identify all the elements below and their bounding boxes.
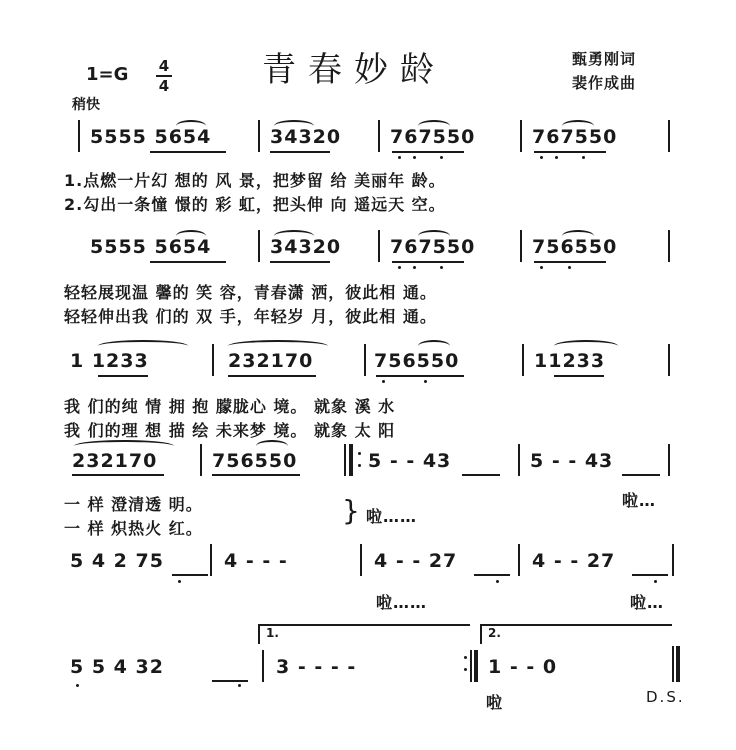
repeat-dot <box>358 464 361 467</box>
row5-la-2: 啦… <box>630 593 665 612</box>
octave-dot <box>238 684 241 687</box>
time-signature-top: 4 <box>158 57 170 75</box>
octave-dot <box>76 684 79 687</box>
row4-la-2: 啦… <box>622 491 657 510</box>
row1-lyric-verse2: 2.勾出一条憧 憬的 彩 虹，把头伸 向 遥远天 空。 <box>64 195 446 214</box>
volta-bracket-1 <box>258 624 470 644</box>
octave-dot <box>582 156 585 159</box>
repeat-start-barline <box>349 444 353 476</box>
ds-marking: D.S. <box>646 688 685 706</box>
row2-lyric-verse2: 轻轻伸出我 们的 双 手，年轻岁 月，彼此相 通。 <box>64 307 437 326</box>
row2-measure1: 5555 5654 <box>90 236 212 258</box>
volta-bracket-2 <box>480 624 672 644</box>
row1-measure1: 5555 5654 <box>90 126 212 148</box>
row1-measure2: 34320 <box>270 126 342 148</box>
row2-measure2: 34320 <box>270 236 342 258</box>
barline <box>262 650 264 682</box>
repeat-dot <box>358 452 361 455</box>
barline <box>378 120 380 152</box>
final-barline <box>672 646 674 682</box>
underline <box>228 375 316 377</box>
barline <box>668 120 670 152</box>
row4-lyric-verse1: 一 样 澄清透 明。 <box>64 495 203 514</box>
row4-la-1: 啦…… <box>366 507 418 526</box>
barline <box>668 230 670 262</box>
row5-measure3: 4 - - 27 <box>374 550 458 572</box>
barline <box>672 544 674 576</box>
row4-lyric-verse2: 一 样 炽热火 红。 <box>64 519 203 538</box>
underline <box>150 151 226 153</box>
row6-measure1: 5 5 4 32 <box>70 656 164 678</box>
barline <box>378 230 380 262</box>
slur <box>562 230 594 242</box>
slur <box>554 340 618 352</box>
underline <box>72 474 164 476</box>
barline <box>212 344 214 376</box>
repeat-end-barline <box>470 650 472 682</box>
barline <box>522 344 524 376</box>
slur <box>418 230 450 242</box>
brace: } <box>342 494 361 527</box>
underline <box>270 151 330 153</box>
barline <box>364 344 366 376</box>
underline <box>632 574 668 576</box>
barline <box>258 120 260 152</box>
octave-dot <box>413 266 416 269</box>
lyricist-credit: 甄勇刚词 <box>572 50 637 68</box>
barline <box>668 344 670 376</box>
underline <box>622 474 660 476</box>
barline <box>210 544 212 576</box>
row6-la: 啦 <box>486 693 504 712</box>
row6-measure2: 3 - - - - <box>276 656 357 678</box>
underline <box>150 261 226 263</box>
slur <box>228 340 328 352</box>
row6-measure3: 1 - - 0 <box>488 656 558 678</box>
row4-measure3: 5 - - 43 <box>368 450 452 472</box>
octave-dot <box>654 580 657 583</box>
slur <box>98 340 188 352</box>
composer-credit: 裴作成曲 <box>572 74 637 92</box>
row3-lyric-verse1: 我 们的纯 情 拥 抱 朦胧心 境。 就象 溪 水 <box>64 397 396 416</box>
time-signature <box>156 58 172 94</box>
row2-measure4: 756550 <box>532 236 618 258</box>
row2-lyric-verse1: 轻轻展现温 馨的 笑 容，青春潇 洒，彼此相 通。 <box>64 283 437 302</box>
row5-measure4: 4 - - 27 <box>532 550 616 572</box>
octave-dot <box>555 156 558 159</box>
row3-measure2: 232170 <box>228 350 314 372</box>
song-title: 青春妙龄 <box>262 50 446 90</box>
barline <box>520 120 522 152</box>
slur <box>418 340 450 352</box>
barline <box>78 120 80 152</box>
underline <box>212 680 248 682</box>
row1-measure4: 767550 <box>532 126 618 148</box>
repeat-dot <box>464 668 467 671</box>
barline <box>518 544 520 576</box>
barline <box>360 544 362 576</box>
barline <box>200 444 202 476</box>
row5-la-1: 啦…… <box>376 593 428 612</box>
octave-dot <box>382 380 385 383</box>
underline <box>376 375 464 377</box>
row5-measure1: 5 4 2 75 <box>70 550 164 572</box>
row4-measure4: 5 - - 43 <box>530 450 614 472</box>
slur <box>256 440 288 452</box>
octave-dot <box>413 156 416 159</box>
row3-lyric-verse2: 我 们的理 想 描 绘 未来梦 境。 就象 太 阳 <box>64 421 396 440</box>
slur <box>274 120 314 132</box>
row5-measure2: 4 - - - <box>224 550 288 572</box>
barline <box>668 444 670 476</box>
underline <box>172 574 208 576</box>
underline <box>462 474 500 476</box>
slur <box>74 440 174 452</box>
repeat-end-barline-thick <box>474 650 478 682</box>
row3-measure3: 756550 <box>374 350 460 372</box>
key-signature: 1=G <box>86 64 129 85</box>
row1-measure3: 767550 <box>390 126 476 148</box>
octave-dot <box>424 380 427 383</box>
underline <box>534 261 606 263</box>
octave-dot <box>440 156 443 159</box>
slur <box>176 120 206 132</box>
barline <box>344 444 346 476</box>
repeat-dot <box>464 656 467 659</box>
barline <box>520 230 522 262</box>
octave-dot <box>398 156 401 159</box>
underline <box>474 574 510 576</box>
octave-dot <box>440 266 443 269</box>
slur <box>274 230 314 242</box>
volta-2-label: 2. <box>488 626 501 640</box>
slur <box>562 120 594 132</box>
row3-measure1: 1 1233 <box>70 350 149 372</box>
tempo-marking: 稍快 <box>72 97 100 113</box>
barline <box>258 230 260 262</box>
octave-dot <box>540 156 543 159</box>
slur <box>418 120 450 132</box>
underline <box>270 261 330 263</box>
row4-measure2: 756550 <box>212 450 298 472</box>
octave-dot <box>178 580 181 583</box>
slur <box>176 230 206 242</box>
octave-dot <box>540 266 543 269</box>
barline <box>518 444 520 476</box>
final-barline-thick <box>676 646 680 682</box>
octave-dot <box>398 266 401 269</box>
volta-1-label: 1. <box>266 626 279 640</box>
underline <box>392 261 464 263</box>
row3-measure4: 11233 <box>534 350 606 372</box>
octave-dot <box>496 580 499 583</box>
underline <box>534 151 606 153</box>
time-signature-bottom: 4 <box>158 77 170 95</box>
octave-dot <box>568 266 571 269</box>
underline <box>392 151 464 153</box>
row4-measure1: 232170 <box>72 450 158 472</box>
row1-lyric-verse1: 1.点燃一片幻 想的 风 景，把梦留 给 美丽年 龄。 <box>64 171 446 190</box>
row2-measure3: 767550 <box>390 236 476 258</box>
underline <box>212 474 300 476</box>
underline <box>554 375 604 377</box>
underline <box>98 375 148 377</box>
